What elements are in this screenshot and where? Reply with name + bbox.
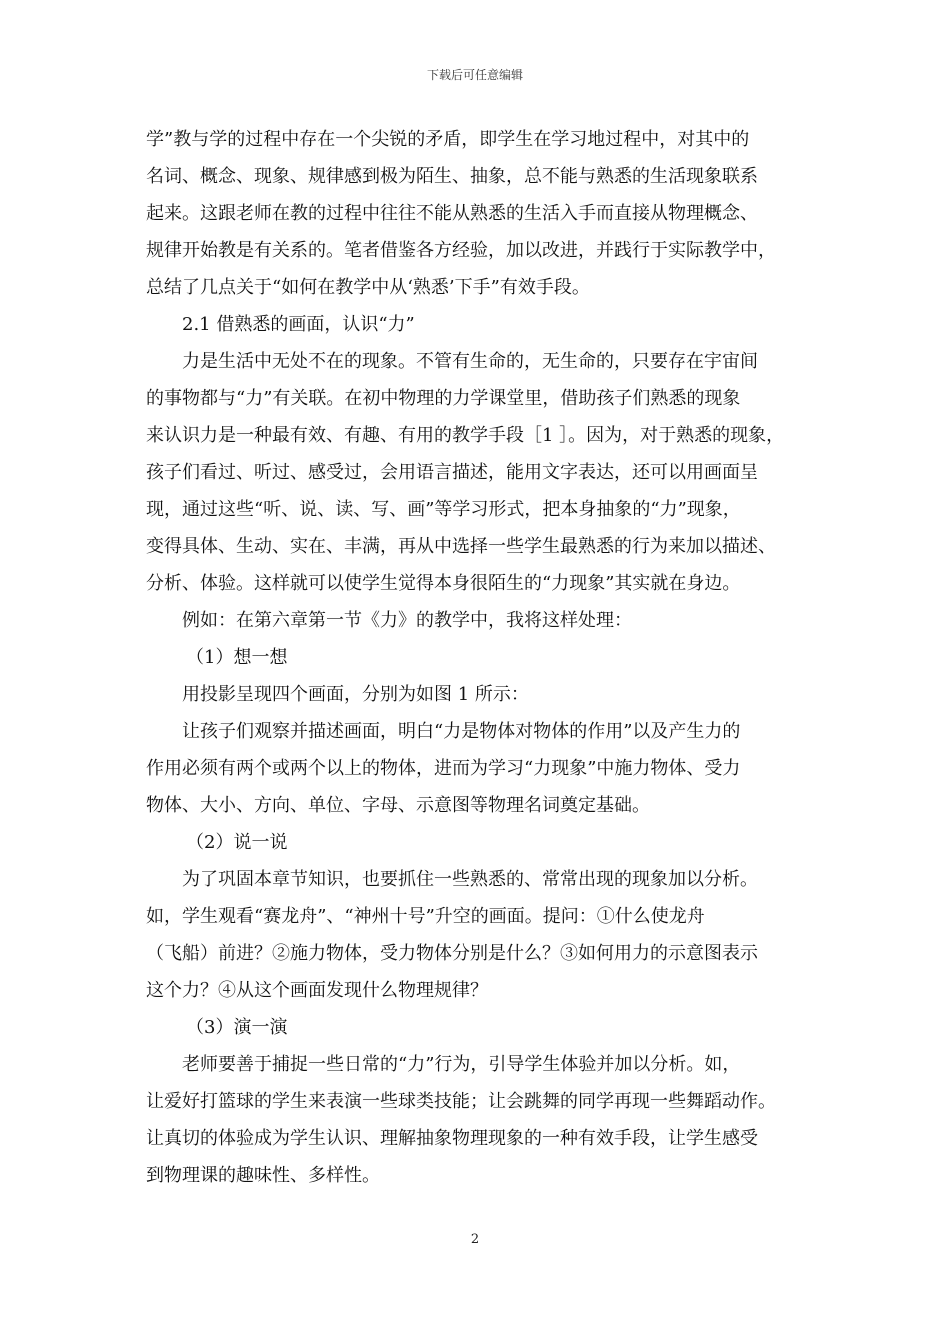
text-line: 分析、体验。这样就可以使学生觉得本身很陌生的“力现象”其实就在身边。	[146, 573, 741, 594]
text-line: 2.1 借熟悉的画面，认识“力”	[182, 314, 415, 335]
text-line: 规律开始教是有关系的。笔者借鉴各方经验，加以改进，并践行于实际教学中，	[146, 240, 776, 261]
text-line: 如，学生观看“赛龙舟”、“神州十号”升空的画面。提问：①什么使龙舟	[146, 906, 705, 927]
text-line: 来认识力是一种最有效、有趣、有用的教学手段［1 ］。因为，对于熟悉的现象，	[146, 425, 785, 446]
text-line: 力是生活中无处不在的现象。不管有生命的，无生命的，只要存在宇宙间	[182, 351, 758, 372]
text-line: 到物理课的趣味性、多样性。	[146, 1165, 380, 1186]
text-line: （2）说一说	[186, 832, 288, 853]
text-line: 的事物都与“力”有关联。在初中物理的力学课堂里，借助孩子们熟悉的现象	[146, 388, 741, 409]
text-line: 学”教与学的过程中存在一个尖锐的矛盾，即学生在学习地过程中，对其中的	[146, 129, 750, 150]
text-line: 老师要善于捕捉一些日常的“力”行为，引导学生体验并加以分析。如，	[182, 1054, 741, 1075]
text-line: 用投影呈现四个画面，分别为如图 1 所示：	[182, 684, 529, 705]
text-line: （飞船）前进？②施力物体，受力物体分别是什么？③如何用力的示意图表示	[146, 943, 758, 964]
text-line: 让真切的体验成为学生认识、理解抽象物理现象的一种有效手段，让学生感受	[146, 1128, 758, 1149]
text-line: 名词、概念、现象、规律感到极为陌生、抽象，总不能与熟悉的生活现象联系	[146, 166, 758, 187]
body-text	[146, 121, 808, 1194]
text-line: 例如：在第六章第一节《力》的教学中，我将这样处理：	[182, 610, 632, 631]
text-line: （3）演一演	[186, 1017, 288, 1038]
text-line: 孩子们看过、听过、感受过，会用语言描述，能用文字表达，还可以用画面呈	[146, 462, 758, 483]
text-line: （1）想一想	[186, 647, 288, 668]
text-line: 这个力？④从这个画面发现什么物理规律？	[146, 980, 488, 1001]
text-line: 作用必须有两个或两个以上的物体，进而为学习“力现象”中施力物体、受力	[146, 758, 741, 779]
text-line: 总结了几点关于“如何在教学中从‘熟悉’下手”有效手段。	[146, 277, 590, 298]
text-line: 变得具体、生动、实在、丰满，再从中选择一些学生最熟悉的行为来加以描述、	[146, 536, 776, 557]
text-line: 为了巩固本章节知识，也要抓住一些熟悉的、常常出现的现象加以分析。	[182, 869, 758, 890]
text-line: 让孩子们观察并描述画面，明白“力是物体对物体的作用”以及产生力的	[182, 721, 741, 742]
text-line: 起来。这跟老师在教的过程中往往不能从熟悉的生活入手而直接从物理概念、	[146, 203, 758, 224]
text-line: 现，通过这些“听、说、读、写、画”等学习形式，把本身抽象的“力”现象，	[146, 499, 741, 520]
text-line: 让爱好打篮球的学生来表演一些球类技能；让会跳舞的同学再现一些舞蹈动作。	[146, 1091, 776, 1112]
text-line: 物体、大小、方向、单位、字母、示意图等物理名词奠定基础。	[146, 795, 650, 816]
page-header: 下载后可任意编辑	[426, 68, 523, 82]
page-number: 2	[470, 1232, 480, 1247]
